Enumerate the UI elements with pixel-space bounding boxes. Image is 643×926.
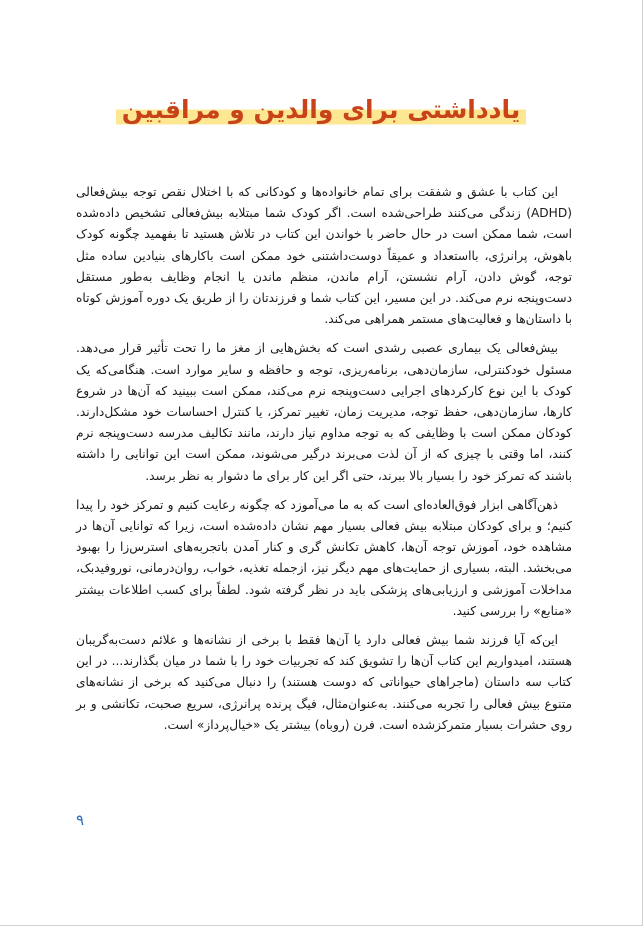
page-number: ۹ (76, 811, 85, 829)
title-container (0, 92, 642, 128)
paragraph: ذهن‌آگاهی ابزار فوق‌العاده‌ای است که به ما می‌آموزد که چگونه رعایت کنیم و تمرکز خود را پیدا کنیم؛ و برای کودکان مبتلابه بیش فعالی بسیار مهم نشان داده‌شده است، زیرا که توانایی آن‌ها در مشاهده خود، آموزش توجه آن‌ها، کاهش تکانش گری و کنار آمدن باتجربه‌های استرس‌زا را بهبود می‌بخشد. البته، بسیاری از حمایت‌های مهم دیگر نیز، ازجمله تغذیه، خواب، روان‌درمانی، نوروفیدبک، مداخلات آموزشی و ارزیابی‌های پزشکی باید در نظر گرفته شود. لطفاً برای کسب اطلاعات بیشتر «منابع» را بررسی کنید. (76, 497, 572, 618)
paragraph: این‌که آیا فرزند شما بیش فعالی دارد یا آن‌ها فقط با برخی از نشانه‌ها و علائم دست‌به‌گریبان هستند، امیدواریم این کتاب آن‌ها را تشویق کند که تجربیات خود را با شما در میان بگذارند... در این کتاب سه داستان (ماجراهای حیواناتی که دوست هستند) را دنبال می‌کنید که برخی از نشانه‌های متنوع بیش فعالی را تجربه می‌کنند. به‌عنوان‌مثال، فیگ پرنده پرانرژی، سریع صحبت، تکانشی و بر روی حشرات بسیار متمرکزشده است. فرن (روباه) بیشتر یک «خیال‌پرداز» است. (76, 633, 572, 732)
page-title: یادداشتی برای والدین و مراقبین (116, 92, 527, 128)
paragraph: بیش‌فعالی یک بیماری عصبی رشدی است که بخش‌هایی از مغز ما را تحت تأثیر قرار می‌دهد. مسئول خودکنترلی، سازمان‌دهی، برنامه‌ریزی، توجه و حافظه و سایر موارد است. هنگامی‌که یک کودک با این نوع کارکردهای اجرایی دست‌وپنجه نرم می‌کند، ممکن است ببینید که آن‌ها در شروع کارها، سازمان‌دهی، حفظ توجه، مدیریت زمان، تغییر تمرکز، یا کنترل احساسات خود مشکل‌دارند. کودکان ممکن است با وظایفی که به توجه مداوم نیاز دارند، مانند تکالیف مدرسه دست‌وپنجه نرم کنند، اما وقتی با چیزی که از آن لذت می‌برند درگیر می‌شوند، ممکن است این توانایی را داشته باشند که تمرکز خود را بسیار بالا ببرند، حتی اگر این کار برای ما دشوار به نظر برسد. (76, 341, 572, 483)
body-text (76, 182, 572, 744)
paragraph: این کتاب با عشق و شفقت برای تمام خانواده‌ها و کودکانی که با اختلال نقص توجه بیش‌فعالی (ADHD) زندگی می‌کنند طراحی‌شده است. اگر کودک شما مبتلابه بیش‌فعالی تشخیص داده‌شده است، شما ممکن است در حال حاضر با خواندن این کتاب در تلاش هستید تا بفهمید چگونه کودک باهوش، پرانرژی، بااستعداد و عمیقاً دوست‌داشتنی خود ممکن است باکارهای بنیادین ساده مثل توجه، گوش دادن، آرام نشستن، آرام ماندن، منظم ماندن یا انجام وظایف به‌طور مستقل دست‌وپنجه نرم می‌کند. در این مسیر، این کتاب شما و فرزندتان را از طریق یک دوره آموزش کوتاه با داستان‌ها و فعالیت‌های مستمر همراهی می‌کند. (76, 185, 572, 327)
